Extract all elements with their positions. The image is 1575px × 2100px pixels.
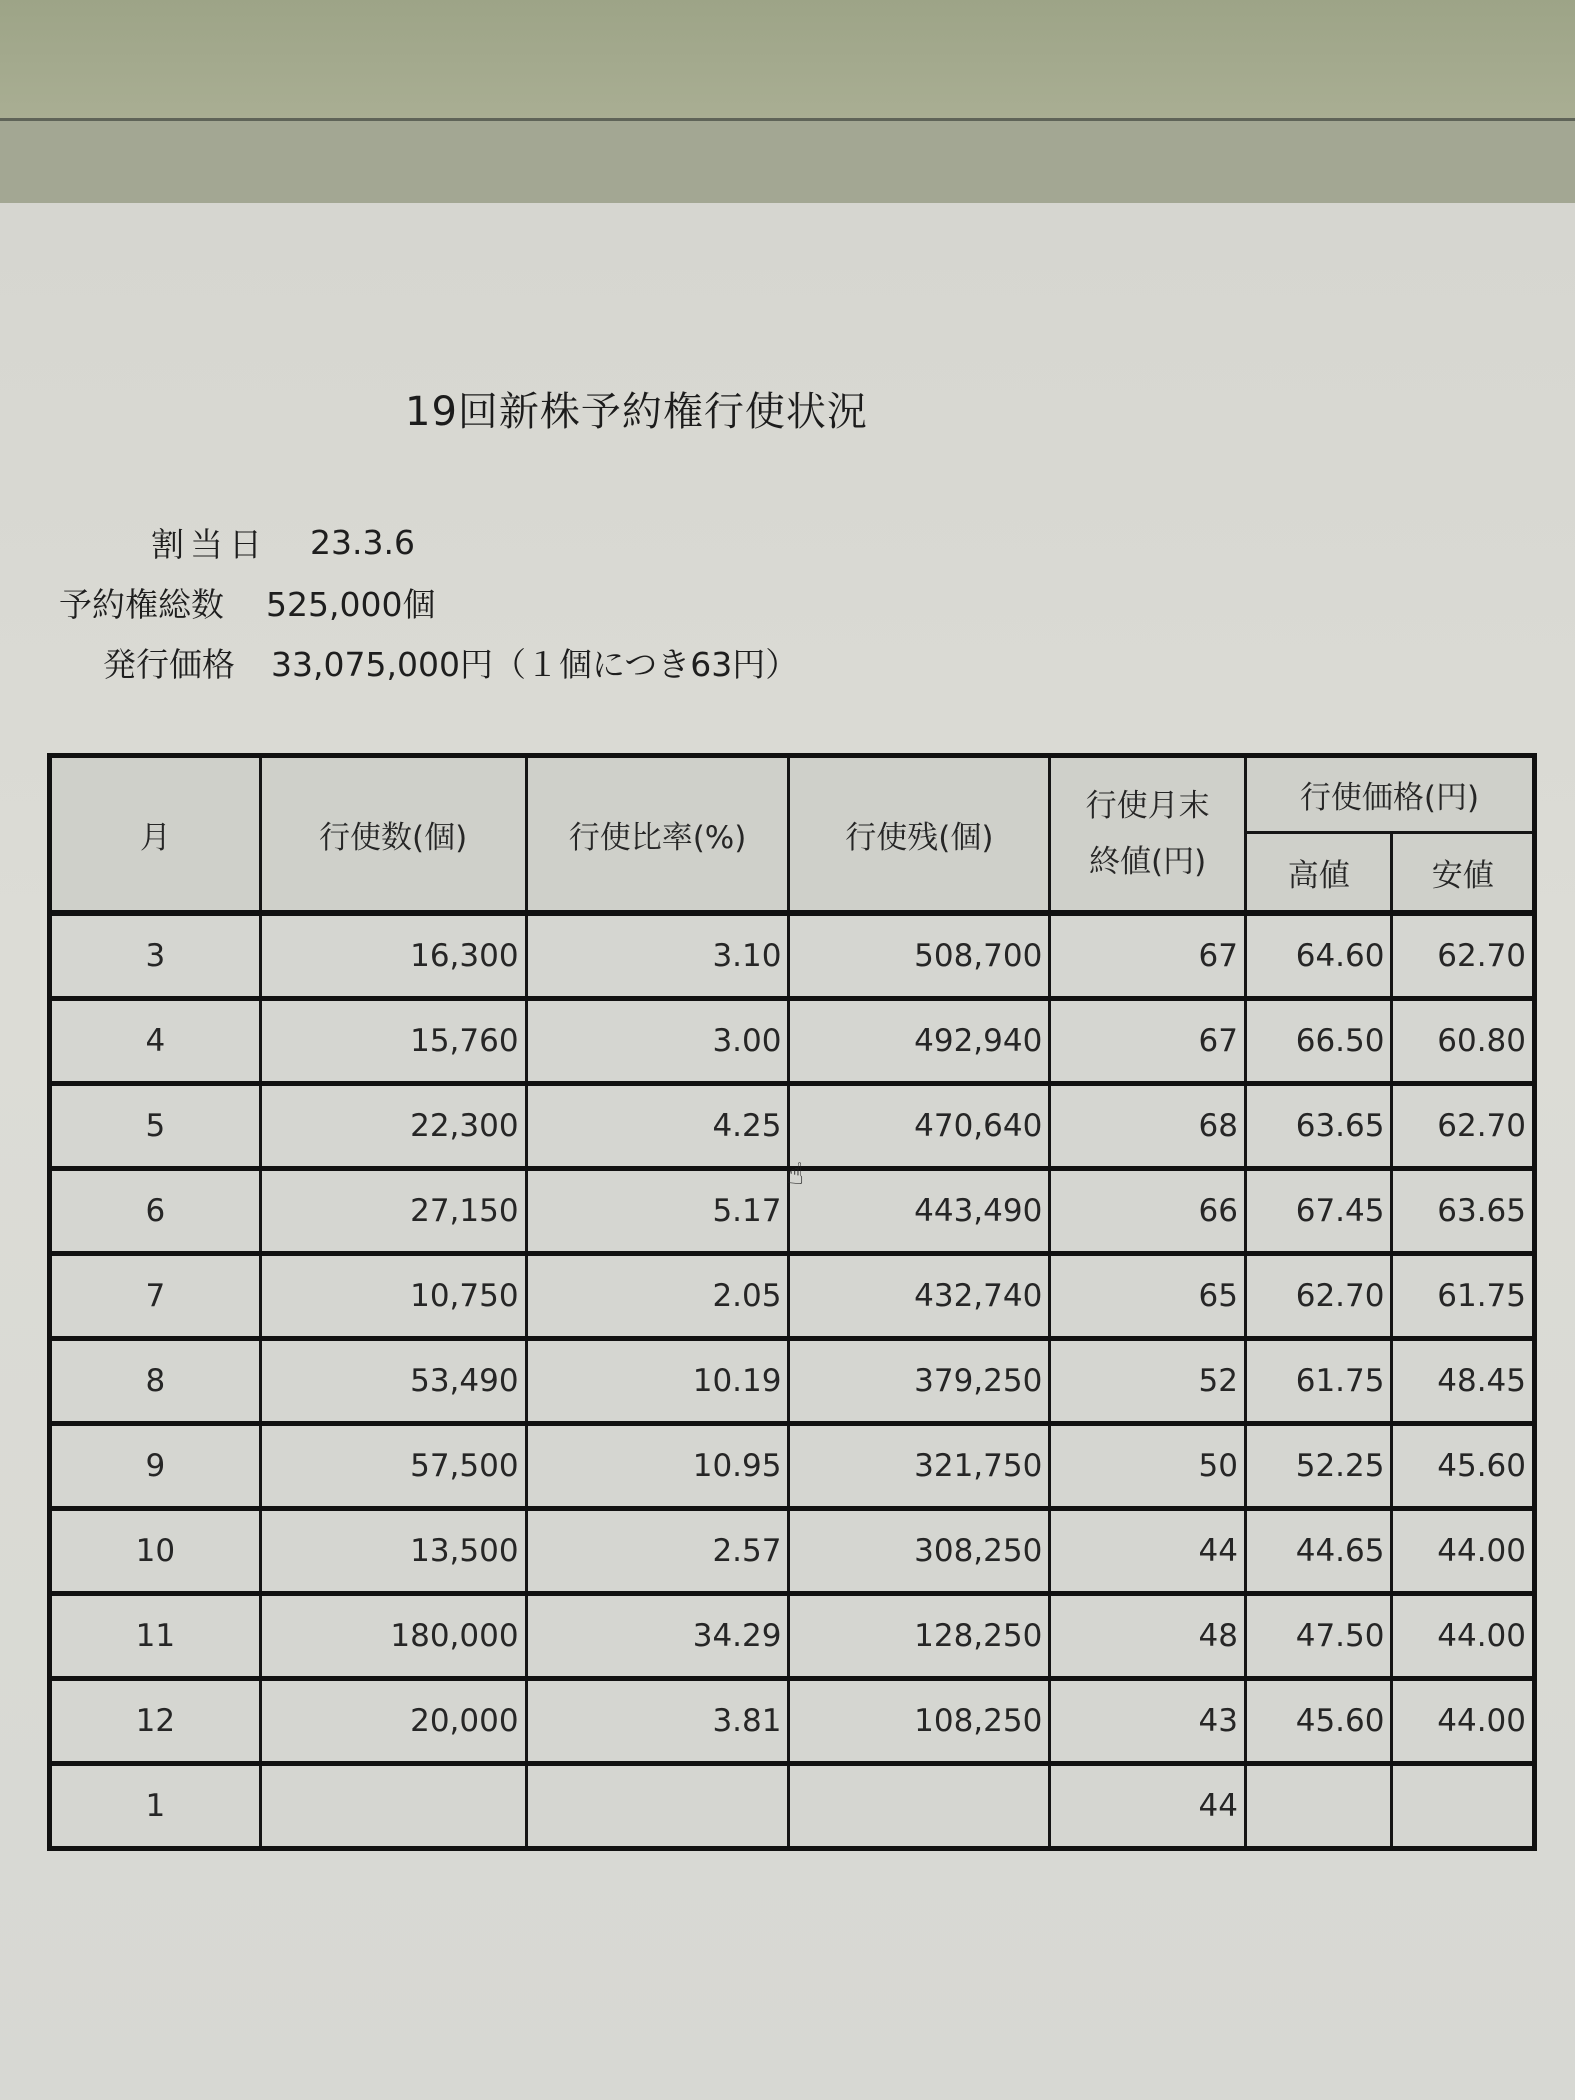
- cell-exercised: 53,490: [260, 1338, 526, 1423]
- cell-exercised: [260, 1763, 526, 1848]
- cell-close: 67: [1050, 913, 1246, 998]
- info-value: 33,075,000円（１個につき63円）: [271, 644, 799, 684]
- info-row-allotment-date: [55, 512, 798, 572]
- cell-low: 62.70: [1392, 1083, 1535, 1168]
- cell-exercised: 15,760: [260, 998, 526, 1083]
- cell-ratio: 4.25: [526, 1083, 789, 1168]
- cell-ratio: 34.29: [526, 1593, 789, 1678]
- header-exercised: 行使数(個): [260, 756, 526, 914]
- cell-low: 48.45: [1392, 1338, 1535, 1423]
- cell-low: 63.65: [1392, 1168, 1535, 1253]
- header-low: 安値: [1392, 833, 1535, 913]
- cell-exercised: 22,300: [260, 1083, 526, 1168]
- cell-remaining: 508,700: [789, 913, 1050, 998]
- table-row: [50, 913, 1535, 998]
- cell-close: 52: [1050, 1338, 1246, 1423]
- cell-low: [1392, 1763, 1535, 1848]
- cell-high: 67.45: [1246, 1168, 1392, 1253]
- cell-close: 66: [1050, 1168, 1246, 1253]
- cell-exercised: 16,300: [260, 913, 526, 998]
- table-body: [50, 913, 1535, 1848]
- cell-high: 47.50: [1246, 1593, 1392, 1678]
- cell-low: 60.80: [1392, 998, 1535, 1083]
- cell-month: 10: [50, 1508, 261, 1593]
- cell-remaining: 108,250: [789, 1678, 1050, 1763]
- header-exercise-price: 行使価格(円): [1246, 756, 1535, 833]
- info-row-total-rights: [55, 572, 798, 632]
- info-label: 予約権総数: [59, 584, 224, 624]
- table-row: [50, 1253, 1535, 1338]
- cell-ratio: 3.10: [526, 913, 789, 998]
- cell-exercised: 57,500: [260, 1423, 526, 1508]
- cell-low: 44.00: [1392, 1593, 1535, 1678]
- header-remaining: 行使残(個): [789, 756, 1050, 914]
- cell-close: 43: [1050, 1678, 1246, 1763]
- cell-exercised: 13,500: [260, 1508, 526, 1593]
- cell-high: 64.60: [1246, 913, 1392, 998]
- cell-remaining: 492,940: [789, 998, 1050, 1083]
- cell-remaining: [789, 1763, 1050, 1848]
- cell-close: 68: [1050, 1083, 1246, 1168]
- info-label: 割当日: [151, 524, 268, 564]
- cell-month: 1: [50, 1763, 261, 1848]
- cell-exercised: 180,000: [260, 1593, 526, 1678]
- cell-remaining: 321,750: [789, 1423, 1050, 1508]
- app-toolbar-band: [0, 118, 1575, 206]
- cell-low: 61.75: [1392, 1253, 1535, 1338]
- header-close-line1: 行使月末: [1085, 788, 1210, 824]
- cell-close: 44: [1050, 1763, 1246, 1848]
- header-ratio: 行使比率(%): [526, 756, 789, 914]
- cell-month: 8: [50, 1338, 261, 1423]
- cell-exercised: 27,150: [260, 1168, 526, 1253]
- info-row-issue-price: [55, 632, 798, 692]
- cell-close: 48: [1050, 1593, 1246, 1678]
- cell-high: 44.65: [1246, 1508, 1392, 1593]
- header-high: 高値: [1246, 833, 1392, 913]
- cell-high: 63.65: [1246, 1083, 1392, 1168]
- cell-close: 65: [1050, 1253, 1246, 1338]
- info-label: 発行価格: [103, 644, 235, 684]
- cell-ratio: 2.05: [526, 1253, 789, 1338]
- cell-remaining: 379,250: [789, 1338, 1050, 1423]
- info-value: 23.3.6: [310, 522, 415, 562]
- cell-month: 12: [50, 1678, 261, 1763]
- cell-high: [1246, 1763, 1392, 1848]
- hand-pointer-icon: ☝: [786, 1157, 805, 1192]
- cell-low: 44.00: [1392, 1678, 1535, 1763]
- cell-close: 50: [1050, 1423, 1246, 1508]
- cell-exercised: 20,000: [260, 1678, 526, 1763]
- cell-month: 7: [50, 1253, 261, 1338]
- cell-remaining: 443,490: [789, 1168, 1050, 1253]
- cell-low: 45.60: [1392, 1423, 1535, 1508]
- cell-ratio: 2.57: [526, 1508, 789, 1593]
- cell-remaining: 432,740: [789, 1253, 1050, 1338]
- cell-remaining: 308,250: [789, 1508, 1050, 1593]
- cell-close: 44: [1050, 1508, 1246, 1593]
- cell-ratio: 3.00: [526, 998, 789, 1083]
- header-month-end-close: [1050, 756, 1246, 914]
- screen-bezel-top: [0, 0, 1575, 118]
- table-row: [50, 1763, 1535, 1848]
- cell-remaining: 128,250: [789, 1593, 1050, 1678]
- cell-month: 11: [50, 1593, 261, 1678]
- cell-month: 3: [50, 913, 261, 998]
- exercise-status-table: [47, 753, 1537, 1851]
- header-close-line2: 終値(円): [1089, 844, 1207, 880]
- table-row: [50, 1678, 1535, 1763]
- table-row: [50, 1338, 1535, 1423]
- info-value: 525,000個: [266, 584, 436, 624]
- cell-exercised: 10,750: [260, 1253, 526, 1338]
- cell-month: 6: [50, 1168, 261, 1253]
- cell-ratio: 5.17: [526, 1168, 789, 1253]
- header-month: 月: [50, 756, 261, 914]
- cell-month: 4: [50, 998, 261, 1083]
- table-row: [50, 998, 1535, 1083]
- cell-low: 44.00: [1392, 1508, 1535, 1593]
- table-row: [50, 1593, 1535, 1678]
- cell-high: 61.75: [1246, 1338, 1392, 1423]
- table-row: [50, 1423, 1535, 1508]
- table-row: [50, 1083, 1535, 1168]
- cell-month: 5: [50, 1083, 261, 1168]
- document-title: 19回新株予約権行使状況: [405, 389, 868, 435]
- cell-ratio: 10.95: [526, 1423, 789, 1508]
- cell-high: 66.50: [1246, 998, 1392, 1083]
- cell-high: 62.70: [1246, 1253, 1392, 1338]
- cell-high: 45.60: [1246, 1678, 1392, 1763]
- cell-ratio: [526, 1763, 789, 1848]
- table-row: [50, 1508, 1535, 1593]
- info-block: [55, 512, 798, 692]
- cell-ratio: 10.19: [526, 1338, 789, 1423]
- cell-high: 52.25: [1246, 1423, 1392, 1508]
- cell-low: 62.70: [1392, 913, 1535, 998]
- cell-ratio: 3.81: [526, 1678, 789, 1763]
- cell-month: 9: [50, 1423, 261, 1508]
- cell-close: 67: [1050, 998, 1246, 1083]
- cell-remaining: 470,640: [789, 1083, 1050, 1168]
